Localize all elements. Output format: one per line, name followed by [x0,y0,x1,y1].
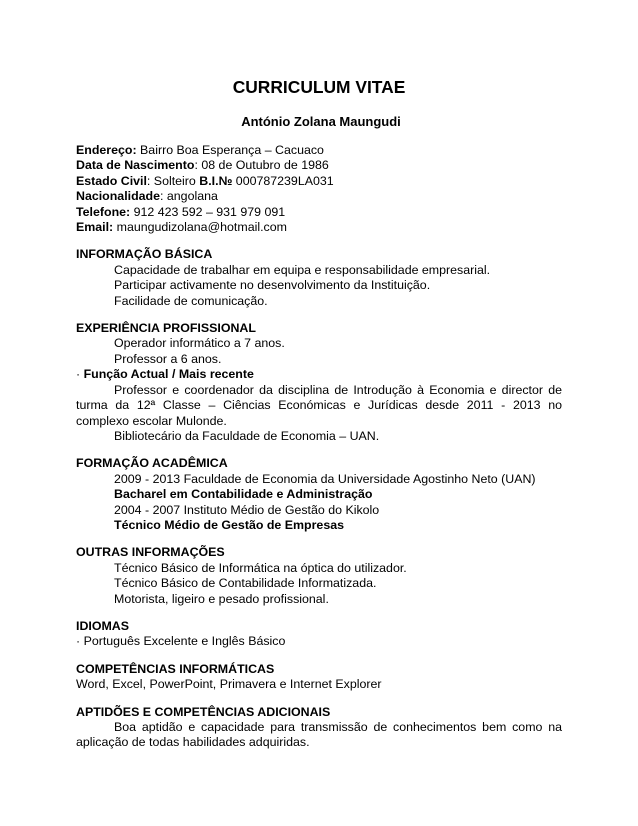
civil-line [76,174,562,189]
email-value: maungudizolana@hotmail.com [113,220,287,235]
section-title: INFORMAÇÃO BÁSICA [76,247,213,262]
education-period: 2009 - 2013 Faculdade de Economia da Universidade Agostinho Neto (UAN) [114,471,536,486]
nationality-label: Nacionalidade [76,189,161,204]
bi-value: 000787239LA031 [232,173,334,188]
civil-label: Estado Civil [76,173,147,188]
list-item: Bibliotecário da Faculdade de Economia – UAN. [114,428,380,443]
birth-label: Data de Nascimento [76,158,195,173]
nationality-value: : angolana [160,189,218,204]
skills-paragraph [76,720,562,751]
education-period: 2004 - 2007 Instituto Médio de Gestão do Kikolo [114,502,380,517]
list-item: Capacidade de trabalhar em equipa e responsabilidade empresarial. [114,262,491,277]
civil-value: : Solteiro [146,173,200,188]
skills-text: Boa aptidão e capacidade para transmissão de conhecimentos bem como na aplicação de todas habilidades adquiridas. [76,720,562,750]
email-label: Email: [76,220,114,235]
education-degree: Técnico Médio de Gestão de Empresas [114,517,344,532]
candidate-name: António Zolana Maungudi [241,114,401,129]
section-title: EXPERIÊNCIA PROFISSIONAL [76,321,256,336]
section-title: FORMAÇÃO ACADÊMICA [76,456,228,471]
list-item: Facilidade de comunicação. [114,293,268,308]
list-item: Professor a 6 anos. [114,351,222,366]
phone-value: 912 423 592 – 931 979 091 [130,204,286,219]
current-role-text: Professor e coordenador da disciplina de Introdução à Economia e director de turma da 12ª Classe – Ciências Económicas e Jurídicas desde 2011 - 2013 no complexo escolar Mulonde. [76,382,562,428]
bi-label: B.I.№ [199,173,233,188]
bullet: · [76,367,81,382]
section-formacao [76,456,562,533]
birth-line [76,158,562,173]
phone-line [76,205,562,220]
email-line [76,220,562,235]
document-title: CURRICULUM VITAE [232,77,406,97]
list-item: Técnico Básico de Contabilidade Informatizada. [114,576,377,591]
section-title: COMPETÊNCIAS INFORMÁTICAS [76,661,275,676]
education-degree: Bacharel em Contabilidade e Administração [114,487,373,502]
address-line [76,143,562,158]
section-title: APTIDÕES E COMPETÊNCIAS ADICIONAIS [76,704,331,719]
current-role-description [76,383,562,429]
phone-label: Telefone: [76,204,131,219]
nationality-line [76,189,562,204]
section-informaticas [76,662,562,693]
address-value: Bairro Boa Esperança – Cacuaco [136,143,324,157]
languages-text: · Português Excelente e Inglês Básico [76,634,286,649]
list-item: Motorista, ligeiro e pesado profissional. [114,591,329,606]
current-role-line [76,367,562,382]
section-outras [76,545,562,607]
list-item: Técnico Básico de Informática na óptica do utilizador. [114,560,407,575]
personal-info [76,143,562,235]
section-aptidoes [76,705,562,751]
section-idiomas [76,619,562,650]
current-role-title: Função Actual / Mais recente [83,367,254,382]
computer-skills-text: Word, Excel, PowerPoint, Primavera e Internet Explorer [76,677,382,692]
section-experiencia [76,321,562,444]
list-item: Operador informático a 7 anos. [114,336,285,351]
address-label: Endereço: [76,143,137,157]
list-item: Participar activamente no desenvolvimento da Instituição. [114,278,431,293]
birth-value: : 08 de Outubro de 1986 [194,158,329,173]
section-title: IDIOMAS [76,618,130,633]
section-info-basica [76,247,562,309]
section-title: OUTRAS INFORMAÇÕES [76,545,225,560]
